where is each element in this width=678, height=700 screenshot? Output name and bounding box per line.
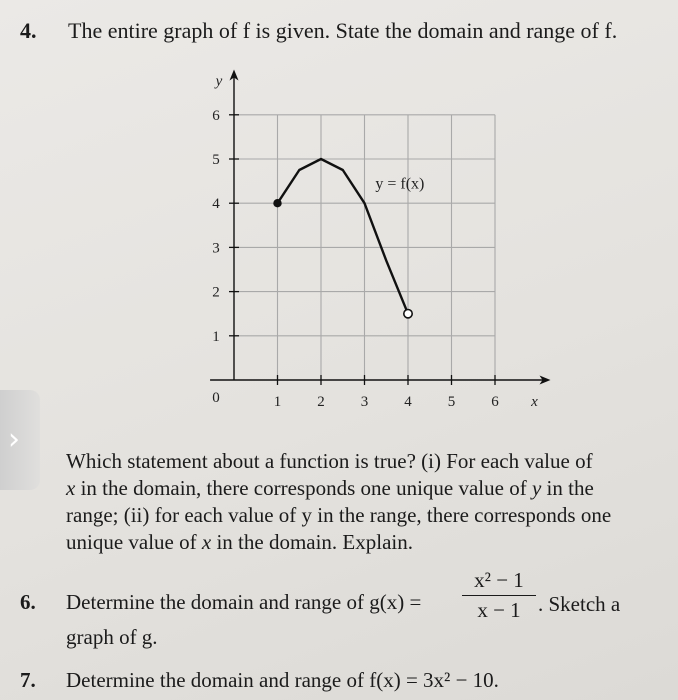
x-tick-label: 6 <box>491 394 499 410</box>
question-6-after: . Sketch a <box>538 592 621 616</box>
paragraph-var: y <box>531 476 542 500</box>
paragraph-line: in the domain. Explain. <box>211 530 413 554</box>
question-6-line2: graph of g. <box>66 625 158 649</box>
x-tick-label: 1 <box>273 394 282 410</box>
x-tick-label: 4 <box>404 394 412 410</box>
y-tick-label: 5 <box>212 152 220 168</box>
function-statement-paragraph <box>66 448 656 556</box>
x-axis-label: x <box>531 394 538 410</box>
question-4-number: 4. <box>20 18 37 43</box>
chevron-right-icon: › <box>8 422 20 457</box>
x-tick-label: 2 <box>317 394 325 410</box>
paragraph-line: unique value of <box>66 530 202 554</box>
paragraph-line: in the <box>541 476 594 500</box>
fraction-denominator: x − 1 <box>477 598 521 622</box>
question-6-lead: Determine the domain and range of g(x) = <box>66 590 422 614</box>
origin-label: 0 <box>212 390 220 406</box>
open-endpoint <box>404 310 412 318</box>
paragraph-line: range; (ii) for each value of y in the range, there corresponds one <box>66 503 612 527</box>
y-tick-label: 1 <box>212 328 220 345</box>
paragraph-var: x <box>201 530 212 554</box>
closed-endpoint <box>273 199 281 207</box>
paragraph-line: Which statement about a function is true? (i) For each value of <box>66 449 593 473</box>
y-tick-label: 2 <box>212 284 220 301</box>
y-tick-label: 4 <box>212 196 220 213</box>
question-6-number: 6. <box>20 590 36 614</box>
curve-label: y = f(x) <box>375 175 425 193</box>
y-axis-label: y <box>215 73 223 90</box>
g-fraction <box>462 568 536 623</box>
y-tick-label: 6 <box>212 107 220 124</box>
paragraph-var: x <box>66 476 76 500</box>
function-graph <box>175 62 555 422</box>
fraction-numerator: x² − 1 <box>462 568 536 596</box>
y-tick-label: 3 <box>212 240 220 257</box>
question-4-text: The entire graph of f is given. State the domain and range of f. <box>68 18 618 43</box>
paragraph-line: in the domain, there corresponds one unique value of <box>75 476 532 500</box>
question-7-number: 7. <box>20 668 36 692</box>
question-7-text: Determine the domain and range of f(x) = 3x² − 10. <box>66 668 499 692</box>
x-tick-label: 3 <box>360 394 369 410</box>
x-tick-label: 5 <box>447 394 456 410</box>
side-page-tab[interactable] <box>0 390 40 490</box>
